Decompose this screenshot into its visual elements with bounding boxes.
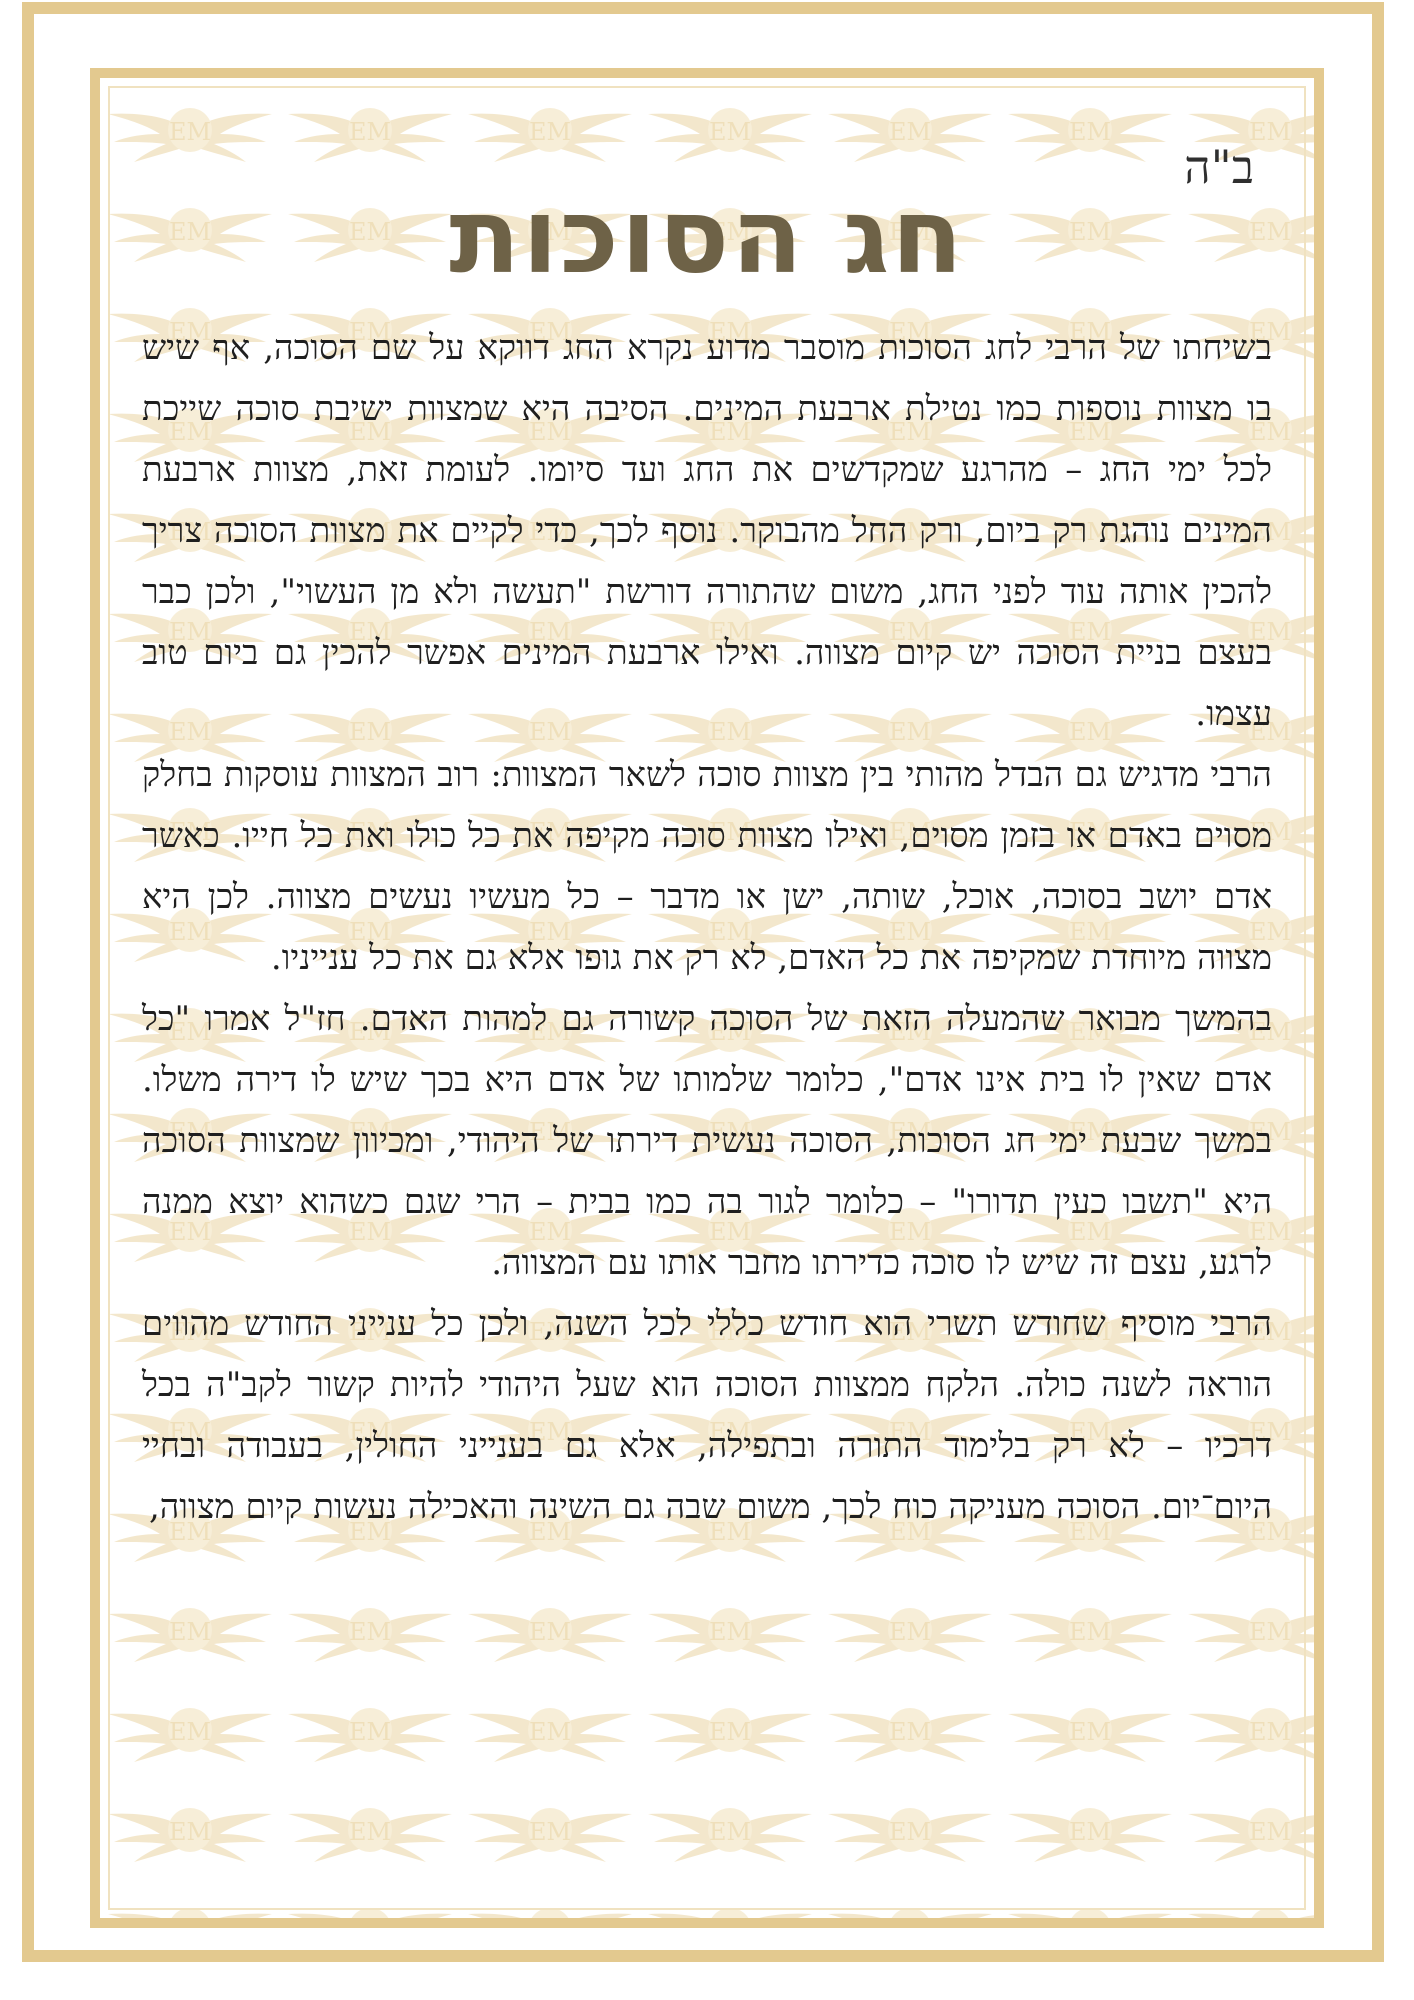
bh-marking: ב"ה <box>1184 140 1254 194</box>
paragraph: הרבי מדגיש גם הבדל מהותי בין מצוות סוכה לשאר המצוות: רוב המצוות עוסקות בחלק מסוים באדם או בזמן מסוים, ואילו מצוות סוכה מקיפה את כל כולו ואת כל חייו. כאשר אדם יושב בסוכה, אוכל, שותה, ישן או מדבר – כל מעשיו נעשים מצווה. לכן היא מצווה מיוחדת שמקיפה את כל האדם, לא רק את גופו אלא גם את כל ענייניו. <box>142 755 1272 978</box>
inner-border <box>90 68 1324 1928</box>
page-title: חג הסוכות <box>449 175 965 297</box>
paragraph: הרבי מוסיף שחודש תשרי הוא חודש כללי לכל השנה, ולכן כל ענייני החודש מהווים הוראה לשנה כולה. הלקח ממצוות הסוכה הוא שעל היהודי להיות קשור לקב"ה בכל דרכיו – לא רק בלימוד התורה ובתפילה, אלא גם בענייני החולין, בעבודה ובחיי היום־יום. הסוכה מעניקה כוח לכך, משום שבה גם השינה והאכילה נעשות קיום מצווה, <box>142 1304 1272 1527</box>
article-body <box>142 318 1272 1538</box>
page-content <box>100 78 1314 1918</box>
paragraph: בהמשך מבואר שהמעלה הזאת של הסוכה קשורה גם למהות האדם. חז"ל אמרו "כל אדם שאין לו בית אינו אדם", כלומר שלמותו של אדם היא בכך שיש לו דירה משלו. במשך שבעת ימי חג הסוכות, הסוכה נעשית דירתו של היהודי, ומכיוון שמצוות הסוכה היא "תשבו כעין תדורו" – כלומר לגור בה כמו בבית – הרי שגם כשהוא יוצא ממנה לרגע, עצם זה שיש לו סוכה כדירתו מחבר אותו עם המצווה. <box>142 999 1272 1283</box>
paragraph: בשיחתו של הרבי לחג הסוכות מוסבר מדוע נקרא החג דווקא על שם הסוכה, אף שיש בו מצוות נוספות כמו נטילת ארבעת המינים. הסיבה היא שמצוות ישיבת סוכה שייכת לכל ימי החג – מהרגע שמקדשים את החג ועד סיומו. לעומת זאת, מצוות ארבעת המינים נוהגת רק ביום, ורק החל מהבוקר. נוסף לכך, כדי לקיים את מצוות הסוכה צריך להכין אותה עוד לפני החג, משום שהתורה דורשת "תעשה ולא מן העשוי", ולכן כבר בעצם בניית הסוכה יש קיום מצווה. ואילו ארבעת המינים אפשר להכין גם ביום טוב עצמו. <box>142 328 1272 734</box>
